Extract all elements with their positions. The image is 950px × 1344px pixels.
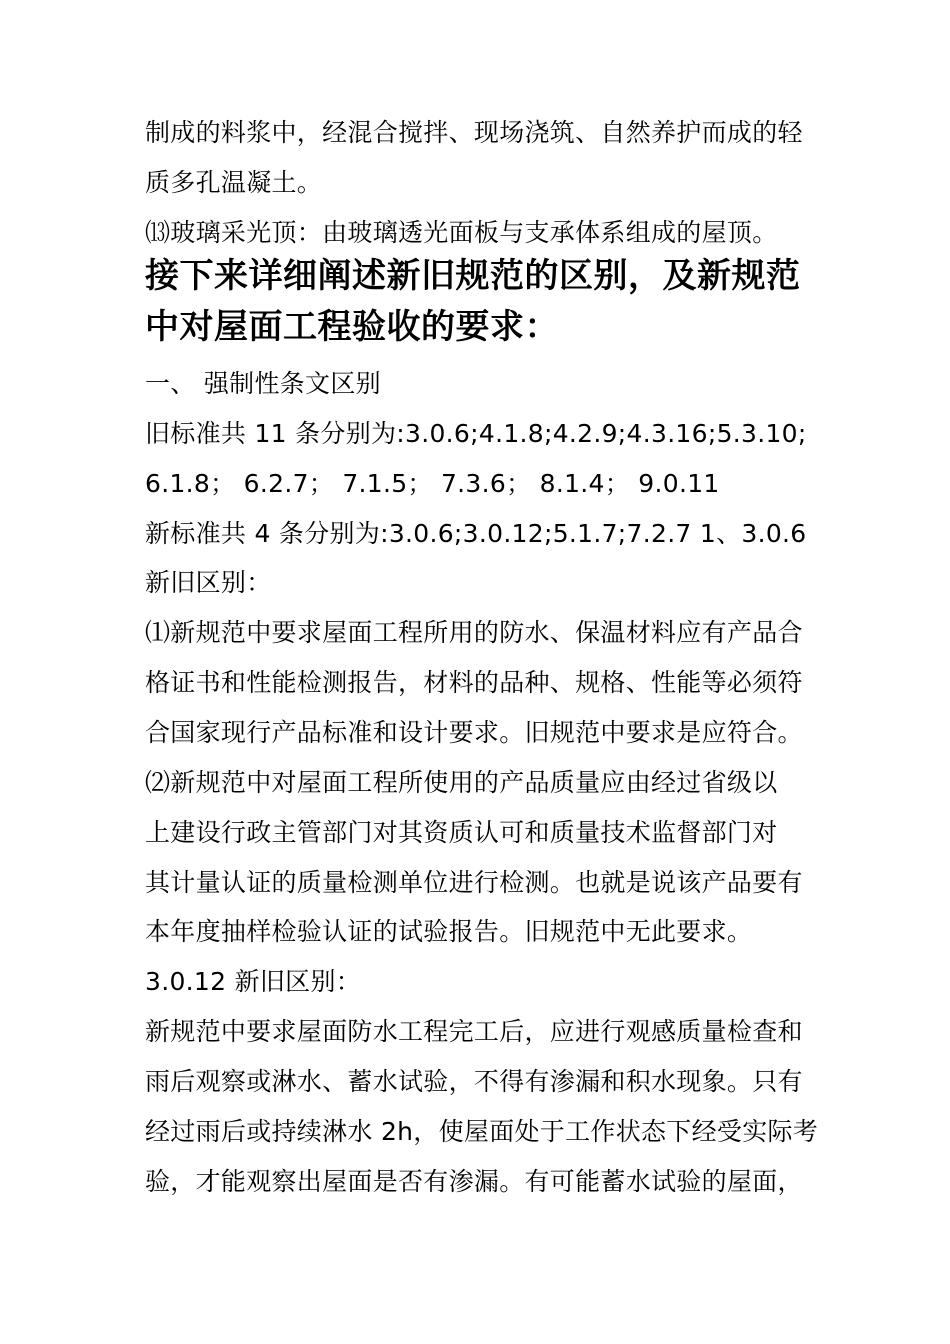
text-line: 其计量认证的质量检测单位进行检测。也就是说该产品要有 bbox=[145, 868, 803, 897]
section-heading: 接下来详细阐述新旧规范的区别，及新规范 bbox=[145, 256, 801, 296]
text-line: 雨后观察或淋水、蓄水试验，不得有渗漏和积水现象。只有 bbox=[145, 1067, 803, 1096]
text-line: ⑴新规范中要求屋面工程所用的防水、保温材料应有产品合 bbox=[145, 618, 803, 647]
text-line: ⒀玻璃采光顶：由玻璃透光面板与支承体系组成的屋顶。 bbox=[145, 218, 778, 247]
text-line: 经过雨后或持续淋水 2h，使屋面处于工作状态下经受实际考 bbox=[145, 1117, 819, 1146]
text-line: 新旧区别： bbox=[145, 568, 272, 597]
text-line: 上建设行政主管部门对其资质认可和质量技术监督部门对 bbox=[145, 818, 778, 847]
text-line: 质多孔温凝土。 bbox=[145, 168, 323, 197]
text-line: 6.1.8； 6.2.7； 7.1.5； 7.3.6； 8.1.4； 9.0.11 bbox=[145, 469, 720, 498]
text-line: 3.0.12 新旧区别： bbox=[145, 967, 362, 996]
text-line: 旧标准共 11 条分别为:3.0.6;4.1.8;4.2.9;4.3.16;5.3.10; bbox=[145, 419, 807, 448]
text-line: 合国家现行产品标准和设计要求。旧规范中要求是应符合。 bbox=[145, 718, 803, 747]
text-line: ⑵新规范中对屋面工程所使用的产品质量应由经过省级以 bbox=[145, 768, 778, 797]
text-line: 新规范中要求屋面防水工程完工后，应进行观感质量检查和 bbox=[145, 1017, 803, 1046]
text-line: 本年度抽样检验认证的试验报告。旧规范中无此要求。 bbox=[145, 917, 753, 946]
section-heading: 中对屋面工程验收的要求： bbox=[145, 307, 559, 347]
text-line: 制成的料浆中，经混合搅拌、现场浇筑、自然养护而成的轻 bbox=[145, 118, 803, 147]
text-line: 新标准共 4 条分别为:3.0.6;3.0.12;5.1.7;7.2.7 1、3.0.6 bbox=[145, 519, 807, 548]
text-line: 验，才能观察出屋面是否有渗漏。有可能蓄水试验的屋面， bbox=[145, 1167, 803, 1196]
subsection-title: 一、 强制性条文区别 bbox=[145, 369, 381, 398]
text-line: 格证书和性能检测报告，材料的品种、规格、性能等必须符 bbox=[145, 668, 803, 697]
